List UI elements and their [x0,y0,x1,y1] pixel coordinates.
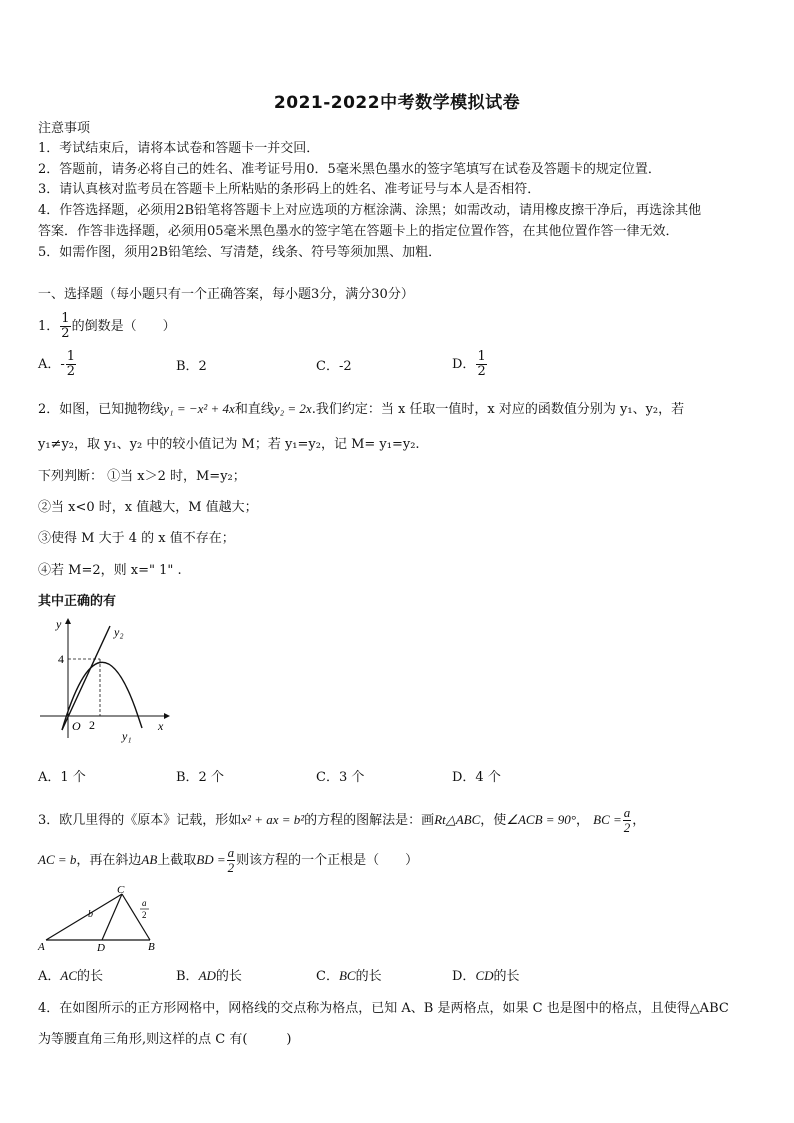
q1-option-a-den: 2 [66,364,76,379]
q3-such-that: ，使 [480,813,507,828]
q3-ask: 则该方程的一个正根是（ ） [236,853,419,868]
q2-line-expr: y₂ = 2x [273,401,312,416]
q3-option-b-suffix: 的长 [215,969,242,984]
page-title: 2021-2022中考数学模拟试卷 [273,93,521,113]
q2-option-a: A．1 个 [38,770,86,785]
label-y1: y₁ [122,729,132,743]
q1-option-d-fraction [476,350,486,379]
q3-option-b-label: B． [176,969,199,984]
label-y2: y₂ [114,625,124,639]
side-b-label: b [88,909,93,920]
question-2-line1 [38,400,778,419]
q2-option-b: B．2 个 [176,770,224,785]
x-axis-label: x [158,719,164,733]
q2-judgement-1: 下列判断： ①当 x＞2 时，M=y₂； [38,469,246,484]
side-a-den: 2 [142,910,147,920]
q1-option-a [38,350,77,379]
q1-option-a-fraction [66,350,76,379]
q3-option-c [316,967,382,986]
q2-convention: .我们约定：当 x 任取一值时，x 对应的函数值分别为 y₁、y₂，若 [311,402,685,417]
q1-option-d-num: 1 [477,349,486,364]
q3-triangle-figure [36,884,166,954]
q2-option-c: C．3 个 [316,770,365,785]
q3-comma2: ， [632,813,646,828]
q3-triangle: Rt△ABC [434,812,481,827]
q3-option-c-seg: BC [338,968,356,983]
q2-option-d: D．4 个 [452,770,501,785]
notice-item-5: 5．如需作图，须用2B铅笔绘、写清楚，线条、符号等须加黑、加粗． [38,245,442,260]
q3-equation: x² + ax = b² [241,812,305,827]
question-2-line2: y₁≠y₂，取 y₁、y₂ 中的较小值记为 M；若 y₁=y₂，记 M= y₁=y₂. [38,437,420,452]
q3-option-a-label: A． [38,969,61,984]
q1-option-c: C．-2 [316,359,352,374]
q3-option-c-label: C． [316,969,339,984]
q1-frac-num: 1 [61,311,70,326]
q1-option-b: B．2 [176,359,207,374]
q3-bc-fraction [623,806,632,835]
q3-bd-fraction [227,846,236,875]
q1-frac-den: 2 [61,326,70,341]
q3-option-a-suffix: 的长 [77,969,104,984]
q3-method: 的方程的图解法是：画 [304,813,435,828]
vertex-c: C [117,884,125,896]
point-d: D [97,942,105,954]
q2-judgement-3: ③使得 M 大于 4 的 x 值不存在； [38,531,235,546]
x-axis-arrow [164,713,170,719]
question-3-line2 [38,846,758,875]
q3-bd-label: BD = [196,852,226,867]
notice-item-4: 4．作答选择题，必须用2B铅笔将答题卡上对应选项的方框涂满、涂黑；如需改动，请用橡皮擦干净后，再选涂其他 [38,203,702,218]
notice-item-3: 3．请认真核对监考员在答题卡上所粘贴的条形码上的姓名、准考证号与本人是否相符． [38,182,541,197]
q1-option-d [452,350,488,379]
q3-cut: 上截取 [157,853,197,868]
q1-option-d-den: 2 [477,364,486,379]
notice-item-4-cont: 答案．作答非选择题，必须用05毫米黑色墨水的签字笔在答题卡上的指定位置作答，在其他位置作答一律无效． [38,224,679,239]
q3-intro: 3．欧几里得的《原本》记载，形如 [38,813,242,828]
q2-judgement-2: ②当 x<0 时，x 值越大，M 值越大； [38,500,258,515]
q3-option-c-suffix: 的长 [355,969,382,984]
line-y2 [62,626,110,730]
q3-ac: AC = b [38,852,77,867]
q3-bc-label: BC = [593,812,622,827]
q3-option-d-seg: CD [475,968,494,983]
y-axis-label: y [56,617,62,631]
q3-ab: AB [141,852,158,867]
side-a-label: a [142,898,147,908]
q3-comma: ， [576,813,590,828]
q3-bc-num: a [623,805,631,820]
q1-option-d-label: D． [452,357,476,372]
question-4-line2: 为等腰直角三角形,则这样的点 C 有( ) [38,1032,292,1047]
q2-parabola-expr: y₁ = −x² + 4x [163,401,235,416]
x-tick-2: 2 [89,718,95,732]
vertex-b: B [148,941,155,953]
q3-bc-den: 2 [623,820,631,835]
q3-bd-num: a [227,845,235,860]
y-tick-4: 4 [58,652,64,666]
section-heading: 一、选择题（每小题只有一个正确答案，每小题3分，满分30分） [38,287,414,302]
notice-item-1: 1．考试结束后，请将本试卷和答题卡一并交回． [38,141,320,156]
y-axis-arrow [65,618,71,624]
q1-option-a-num: 1 [66,349,76,364]
q3-option-a [38,967,103,986]
q3-option-d-suffix: 的长 [493,969,520,984]
q3-bd-den: 2 [227,860,235,875]
segment-cd [102,894,122,940]
q3-angle: ∠ACB = 90° [506,812,576,827]
q1-option-a-label: A．- [38,357,65,372]
q3-option-b [176,967,242,986]
q3-option-b-seg: AD [198,968,216,983]
notice-heading: 注意事项 [38,121,91,136]
q2-correct-prompt: 其中正确的有 [38,594,117,609]
q1-text: 的倒数是（ ） [71,319,176,334]
notice-item-2: 2．答题前，请务必将自己的姓名、准考证号用0．5毫米黑色墨水的签字笔填写在试卷及答题卡的规定位置． [38,162,661,177]
q2-judgement-4: ④若 M=2，则 x=" 1" . [38,563,182,578]
q2-and-line: 和直线 [234,402,274,417]
q3-option-d-label: D． [452,969,476,984]
question-1 [38,312,758,341]
q3-option-a-seg: AC [60,968,78,983]
q2-intro: 2．如图，已知抛物线 [38,402,164,417]
question-3-line1 [38,806,778,835]
q2-function-graph [36,612,176,746]
origin-label: O [72,719,81,733]
vertex-a: A [38,941,45,953]
question-4-line1: 4．在如图所示的正方形网格中，网格线的交点称为格点，已知 A、B 是两格点，如果 C 也是图中的格点，且使得△ABC [38,1001,729,1016]
side-ac [46,894,122,940]
q3-on-hypotenuse: ，再在斜边 [76,853,142,868]
q1-number: 1． [38,319,60,334]
q1-fraction [60,312,70,341]
q3-option-d [452,967,520,986]
